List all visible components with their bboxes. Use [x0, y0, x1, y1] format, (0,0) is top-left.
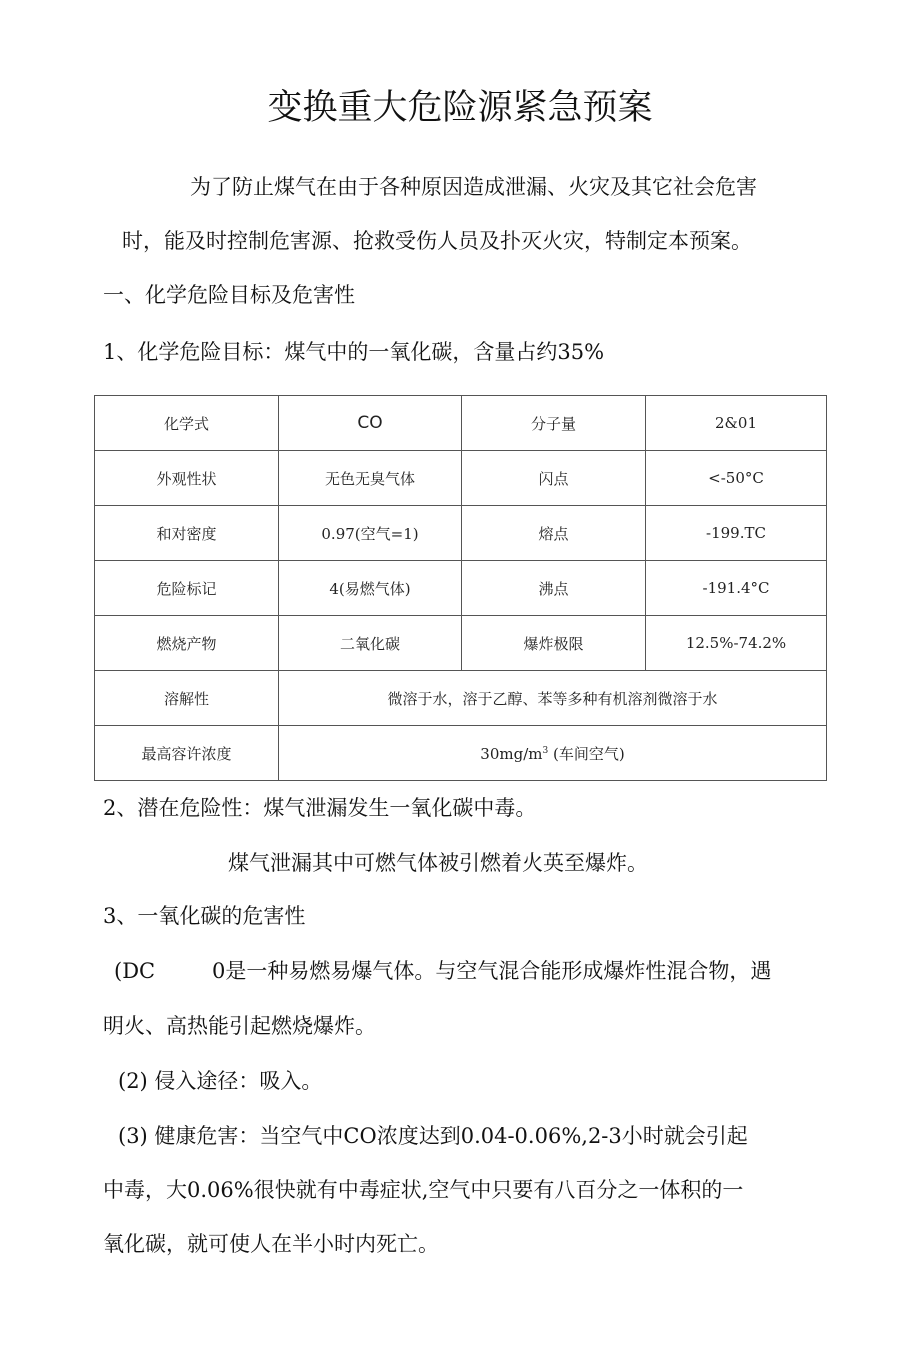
cell: -191.4°C — [646, 561, 827, 616]
cell: 微溶于水，溶于乙醇、苯等多种有机溶剂微溶于水 — [279, 671, 827, 726]
paragraph-line: 明火、高热能引起燃烧爆炸。 — [103, 1014, 376, 1038]
intro-line: 为了防止煤气在由于各种原因造成泄漏、火灾及其它社会危害 — [190, 175, 757, 199]
cell: 危险标记 — [95, 561, 279, 616]
cell: 0.97(空气=1) — [279, 506, 462, 561]
superscript: 3 — [542, 745, 549, 756]
cell: 2&01 — [646, 396, 827, 451]
section-heading: 一、化学危险目标及危害性 — [103, 283, 355, 307]
item-heading: 1、化学危险目标：煤气中的一氧化碳，含量占约35% — [103, 340, 605, 364]
properties-table — [94, 395, 827, 781]
cell: 溶解性 — [95, 671, 279, 726]
table-row — [95, 671, 827, 726]
cell: CO — [279, 396, 462, 451]
cell: 外观性状 — [95, 451, 279, 506]
cell: 二氧化碳 — [279, 616, 462, 671]
item-heading: 3、一氧化碳的危害性 — [103, 904, 306, 928]
cell: 12.5%-74.2% — [646, 616, 827, 671]
paragraph-line: 中毒，大0.06%很快就有中毒症状,空气中只要有八百分之一体积的一 — [103, 1178, 744, 1202]
cell: <-50°C — [646, 451, 827, 506]
cell: 闪点 — [462, 451, 646, 506]
paragraph-line: 煤气泄漏其中可燃气体被引燃着火英至爆炸。 — [228, 851, 648, 875]
item-heading: 2、潜在危险性：煤气泄漏发生一氧化碳中毒。 — [103, 796, 537, 820]
table-row — [95, 506, 827, 561]
table-row — [95, 396, 827, 451]
cell: 化学式 — [95, 396, 279, 451]
paragraph-line: 氧化碳，就可使人在半小时内死亡。 — [103, 1232, 439, 1256]
cell: 沸点 — [462, 561, 646, 616]
cell: 和对密度 — [95, 506, 279, 561]
table-row — [95, 451, 827, 506]
paragraph-line: (3) 健康危害：当空气中CO浓度达到0.04-0.06%,2-3小时就会引起 — [118, 1124, 748, 1148]
intro-line: 时，能及时控制危害源、抢救受伤人员及扑灭火灾，特制定本预案。 — [122, 229, 752, 253]
max-value: 30mg/m — [480, 744, 543, 763]
cell: 4(易燃气体) — [279, 561, 462, 616]
table-row — [95, 616, 827, 671]
cell: 最高容许浓度 — [95, 726, 279, 781]
paragraph-line: (DC — [114, 959, 156, 983]
cell — [279, 726, 827, 781]
cell: 分子量 — [462, 396, 646, 451]
paragraph-line: 0是一种易燃易爆气体。与空气混合能形成爆炸性混合物，遇 — [212, 959, 772, 983]
cell: 无色无臭气体 — [279, 451, 462, 506]
cell: -199.TC — [646, 506, 827, 561]
table-row — [95, 726, 827, 781]
paragraph-line: (2) 侵入途径：吸入。 — [118, 1069, 323, 1093]
cell: 爆炸极限 — [462, 616, 646, 671]
table-row — [95, 561, 827, 616]
max-value-note: (车间空气) — [548, 744, 625, 763]
cell: 燃烧产物 — [95, 616, 279, 671]
page-title: 变换重大危险源紧急预案 — [267, 88, 653, 128]
cell: 熔点 — [462, 506, 646, 561]
